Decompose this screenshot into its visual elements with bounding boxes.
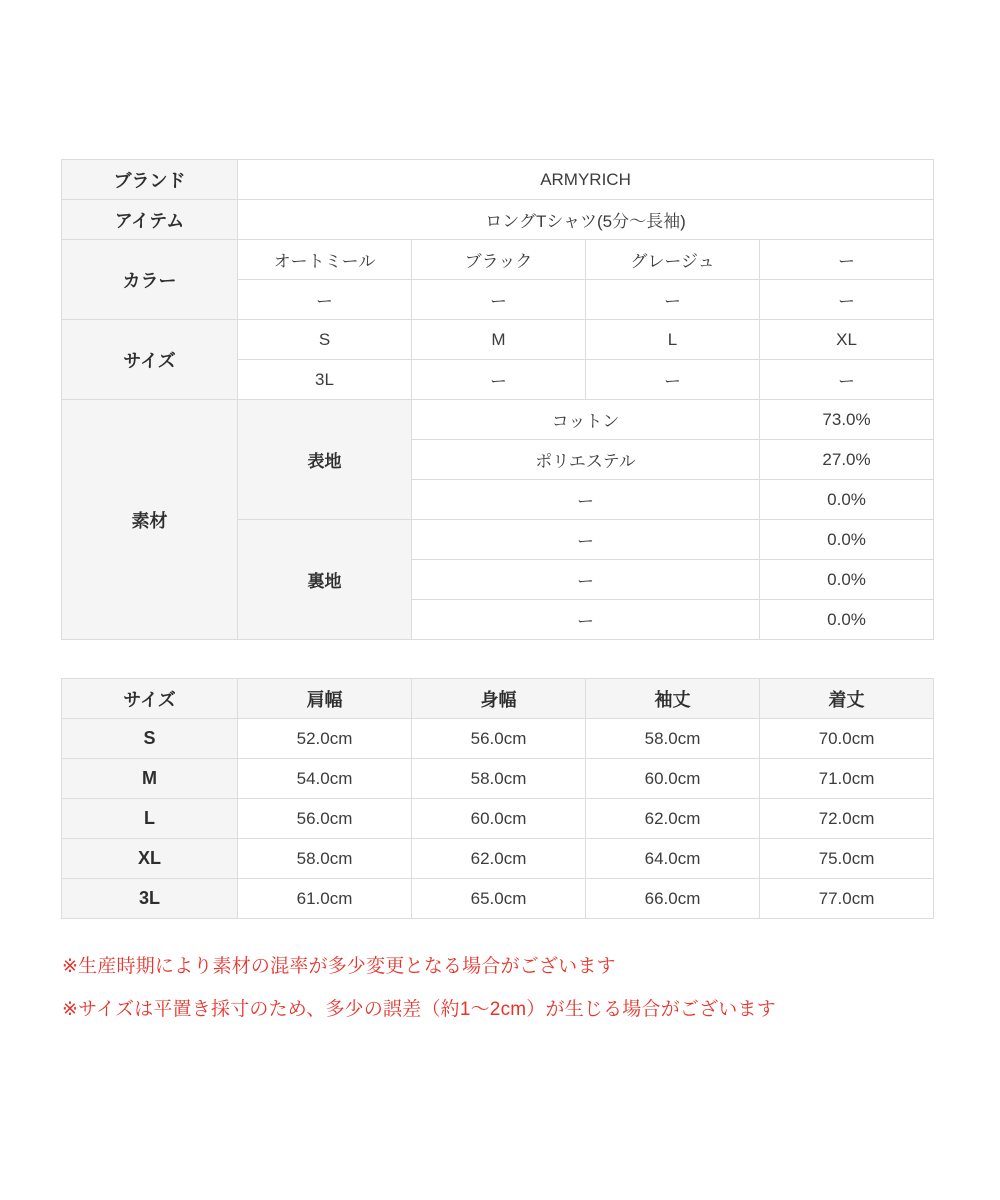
color-option: ー [586,280,760,320]
size-option: M [412,320,586,360]
column-header-size: サイズ [62,679,238,719]
table-row [62,839,934,879]
size-cell-shoulder: 56.0cm [238,799,412,839]
size-cell-length: 70.0cm [760,719,934,759]
size-cell-chest: 56.0cm [412,719,586,759]
size-cell-sleeve: 60.0cm [586,759,760,799]
size-option: 3L [238,360,412,400]
table-row [62,719,934,759]
size-cell-length: 75.0cm [760,839,934,879]
spec-value-item: ロングTシャツ(5分～長袖) [238,200,934,240]
table-row [62,759,934,799]
size-cell-sleeve: 58.0cm [586,719,760,759]
material-percent: 0.0% [760,600,934,640]
size-option: ー [760,360,934,400]
table-row [62,200,934,240]
spec-label-item: アイテム [62,200,238,240]
size-cell-length: 72.0cm [760,799,934,839]
material-name: コットン [412,400,760,440]
size-cell-sleeve: 66.0cm [586,879,760,919]
notes-section [62,952,952,1039]
size-cell-sleeve: 62.0cm [586,799,760,839]
material-name: ポリエステル [412,440,760,480]
size-cell-length: 77.0cm [760,879,934,919]
size-cell-chest: 58.0cm [412,759,586,799]
spec-label-brand: ブランド [62,160,238,200]
size-option: S [238,320,412,360]
table-row [62,160,934,200]
spec-value-brand: ARMYRICH [238,160,934,200]
size-row-label: XL [62,839,238,879]
color-option: ー [412,280,586,320]
note-measurement-tolerance: ※サイズは平置き採寸のため、多少の誤差（約1～2cm）が生じる場合がございます [62,999,776,1021]
material-percent: 0.0% [760,520,934,560]
material-name: ー [412,560,760,600]
spec-label-material: 素材 [62,400,238,640]
color-option: オートミール [238,240,412,280]
column-header-length: 着丈 [760,679,934,719]
size-row-label: M [62,759,238,799]
size-chart-header-row [62,679,934,719]
material-outer-label: 表地 [238,400,412,520]
table-row [62,799,934,839]
material-percent: 27.0% [760,440,934,480]
color-option: ー [760,240,934,280]
color-option: グレージュ [586,240,760,280]
size-cell-sleeve: 64.0cm [586,839,760,879]
color-option: ブラック [412,240,586,280]
spec-label-color: カラー [62,240,238,320]
column-header-sleeve: 袖丈 [586,679,760,719]
material-lining-label: 裏地 [238,520,412,640]
size-chart-table [61,678,934,919]
size-option: L [586,320,760,360]
note-material-ratio: ※生産時期により素材の混率が多少変更となる場合がございます [62,956,616,977]
size-cell-chest: 65.0cm [412,879,586,919]
table-row [62,879,934,919]
spec-label-size: サイズ [62,320,238,400]
size-cell-shoulder: 61.0cm [238,879,412,919]
column-header-chest: 身幅 [412,679,586,719]
table-row [62,240,934,280]
size-row-label: S [62,719,238,759]
size-row-label: 3L [62,879,238,919]
table-row [62,320,934,360]
table-row [62,400,934,440]
size-option: XL [760,320,934,360]
size-cell-chest: 62.0cm [412,839,586,879]
size-row-label: L [62,799,238,839]
color-option: ー [238,280,412,320]
size-cell-shoulder: 52.0cm [238,719,412,759]
material-percent: 73.0% [760,400,934,440]
size-option: ー [412,360,586,400]
material-name: ー [412,520,760,560]
material-percent: 0.0% [760,480,934,520]
material-percent: 0.0% [760,560,934,600]
size-option: ー [586,360,760,400]
product-spec-table [61,159,934,640]
color-option: ー [760,280,934,320]
material-name: ー [412,600,760,640]
size-cell-chest: 60.0cm [412,799,586,839]
column-header-shoulder: 肩幅 [238,679,412,719]
material-name: ー [412,480,760,520]
size-cell-shoulder: 54.0cm [238,759,412,799]
size-cell-shoulder: 58.0cm [238,839,412,879]
size-cell-length: 71.0cm [760,759,934,799]
